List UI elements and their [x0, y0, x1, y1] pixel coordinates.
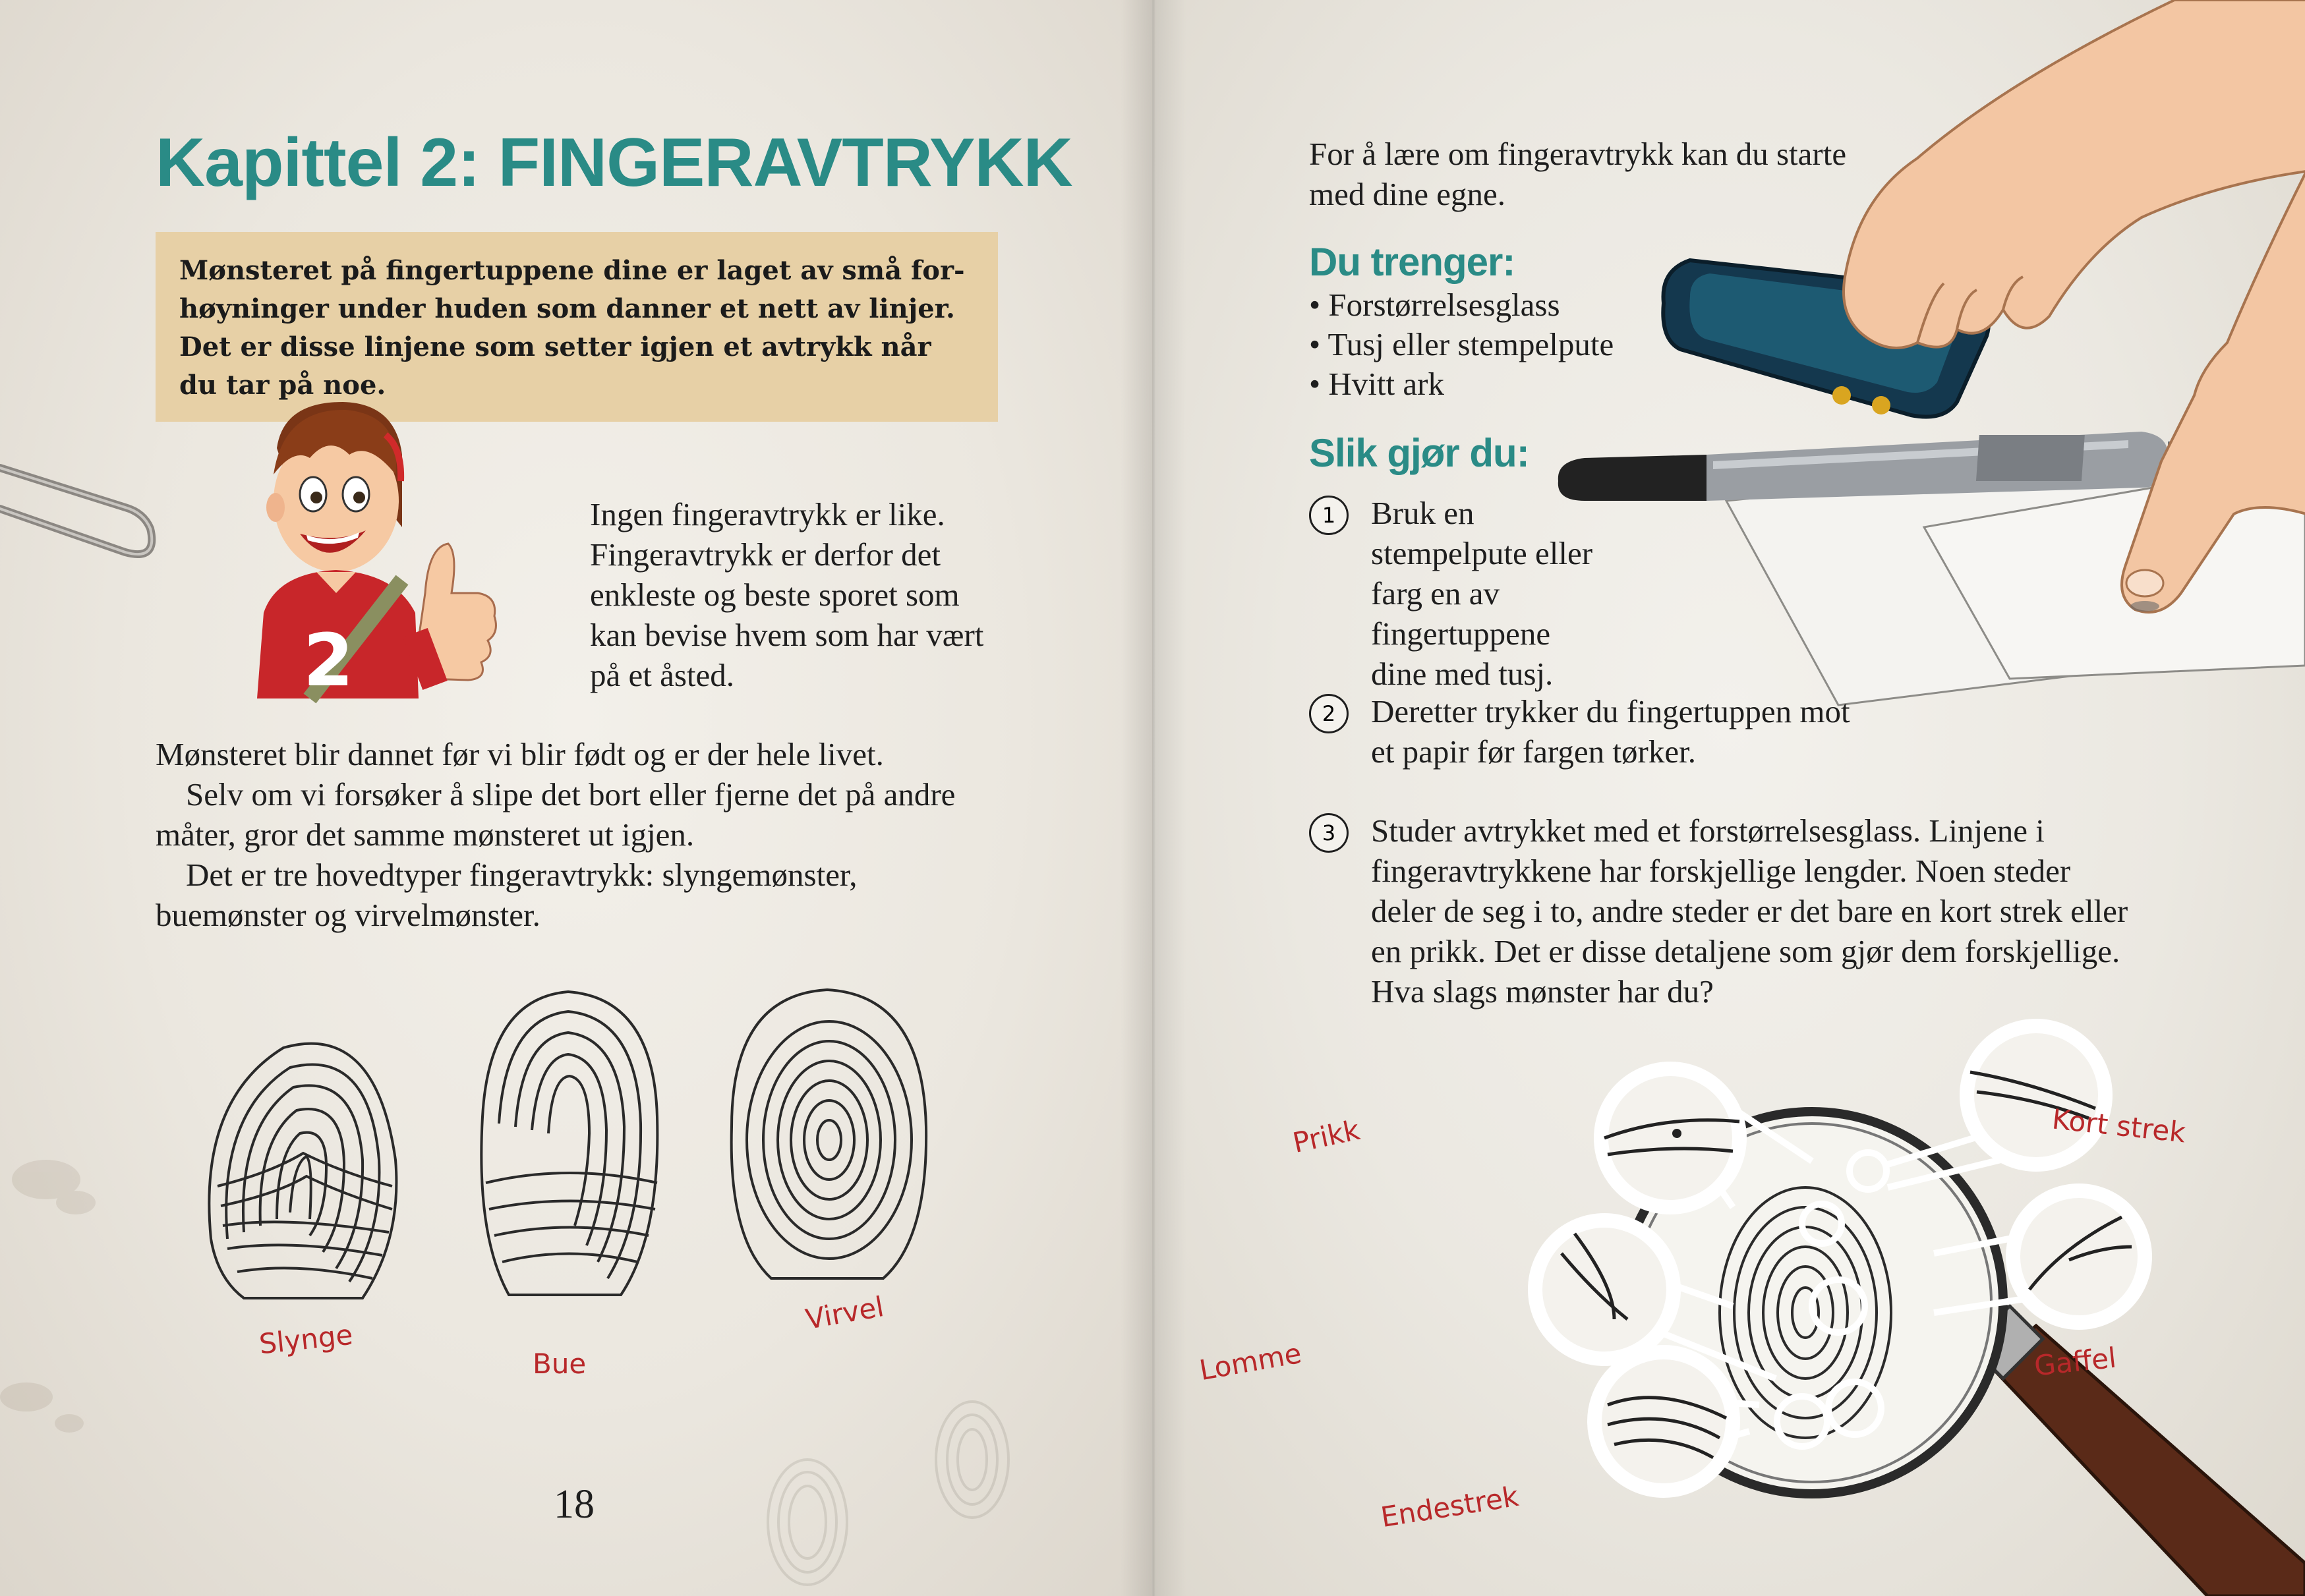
- steps-heading: Slik gjør du:: [1309, 431, 1529, 475]
- label-virvel: Virvel: [803, 1290, 887, 1336]
- fingerprint-arch-illustration: [469, 985, 667, 1301]
- label-prikk: Prikk: [1290, 1113, 1363, 1160]
- step-number-badge: 1: [1309, 496, 1349, 535]
- needs-item: • Forstørrelsesglass: [1309, 287, 1560, 323]
- needs-list: [1309, 285, 1614, 404]
- label-endestrek: Endestrek: [1378, 1479, 1521, 1534]
- fingerprint-whorl-illustration: [718, 982, 936, 1285]
- intro-box: [156, 232, 998, 422]
- book-gutter: [1121, 0, 1186, 1596]
- label-gaffel: Gaffel: [2032, 1341, 2118, 1382]
- paragraph-1: Mønsteret blir dannet før vi blir født og er der hele livet.: [156, 736, 884, 772]
- step-text: Studer avtrykket med et forstørrelsesglass. Linjene i fingeravtrykkene har forskjellige lengder. Noen steder deler de seg i to, andre steder er det bare en kort strek eller en prikk. Det er disse detaljene som gjør dem forskjellige. Hva slags mønster har du?: [1371, 812, 2128, 1010]
- hands-ink-pad-illustration: [1548, 0, 2305, 738]
- label-kort-strek: Kort strek: [2050, 1102, 2188, 1149]
- step-number-badge: 3: [1309, 813, 1349, 853]
- side-paragraph: Ingen fingeravtrykk er like. Fingeravtrykk er derfor det enkleste og beste sporet som kan bevise hvem som har vært på et åsted.: [590, 496, 984, 693]
- paragraph-3: Det er tre hovedtyper fingeravtrykk: slyngemønster, buemønster og virvelmønster.: [156, 857, 858, 933]
- paragraph-2: Selv om vi forsøker å slipe det bort eller fjerne det på andre måter, gror det samme mønsteret ut igjen.: [156, 776, 956, 853]
- chapter-title: Kapittel 2: FINGERAVTRYKK: [156, 125, 1072, 201]
- step-text: Bruk en stempelpute eller farg en av fingertuppene dine med tusj.: [1371, 495, 1593, 692]
- step-text: Deretter trykker du fingertuppen mot et papir før fargen tørker.: [1371, 693, 1850, 770]
- shirt-number: 2: [303, 618, 354, 702]
- needs-heading: Du trenger:: [1309, 240, 1515, 284]
- right-page: [1153, 0, 2305, 1596]
- fingerprint-loop-illustration: [191, 1021, 415, 1311]
- page-number: 18: [554, 1482, 595, 1527]
- label-lomme: Lomme: [1196, 1336, 1304, 1387]
- step-number-badge: 2: [1309, 694, 1349, 733]
- right-intro: For å lære om fingeravtrykk kan du starte med dine egne.: [1309, 136, 1847, 212]
- paperclip-icon: [0, 488, 171, 567]
- label-slynge: Slynge: [257, 1318, 355, 1361]
- needs-item: • Tusj eller stempelpute: [1309, 326, 1614, 362]
- needs-item: • Hvitt ark: [1309, 366, 1444, 402]
- intro-box-text: Mønsteret på fingertuppene dine er laget av små for-høyninger under huden som danner et nett av linjer. Det er disse linjene som setter igjen et avtrykk når du tar på noe.: [179, 255, 965, 401]
- main-paragraphs: [156, 734, 1012, 935]
- girl-thumbs-up-illustration: [237, 395, 540, 702]
- left-page: [0, 0, 1152, 1596]
- label-bue: Bue: [533, 1348, 587, 1380]
